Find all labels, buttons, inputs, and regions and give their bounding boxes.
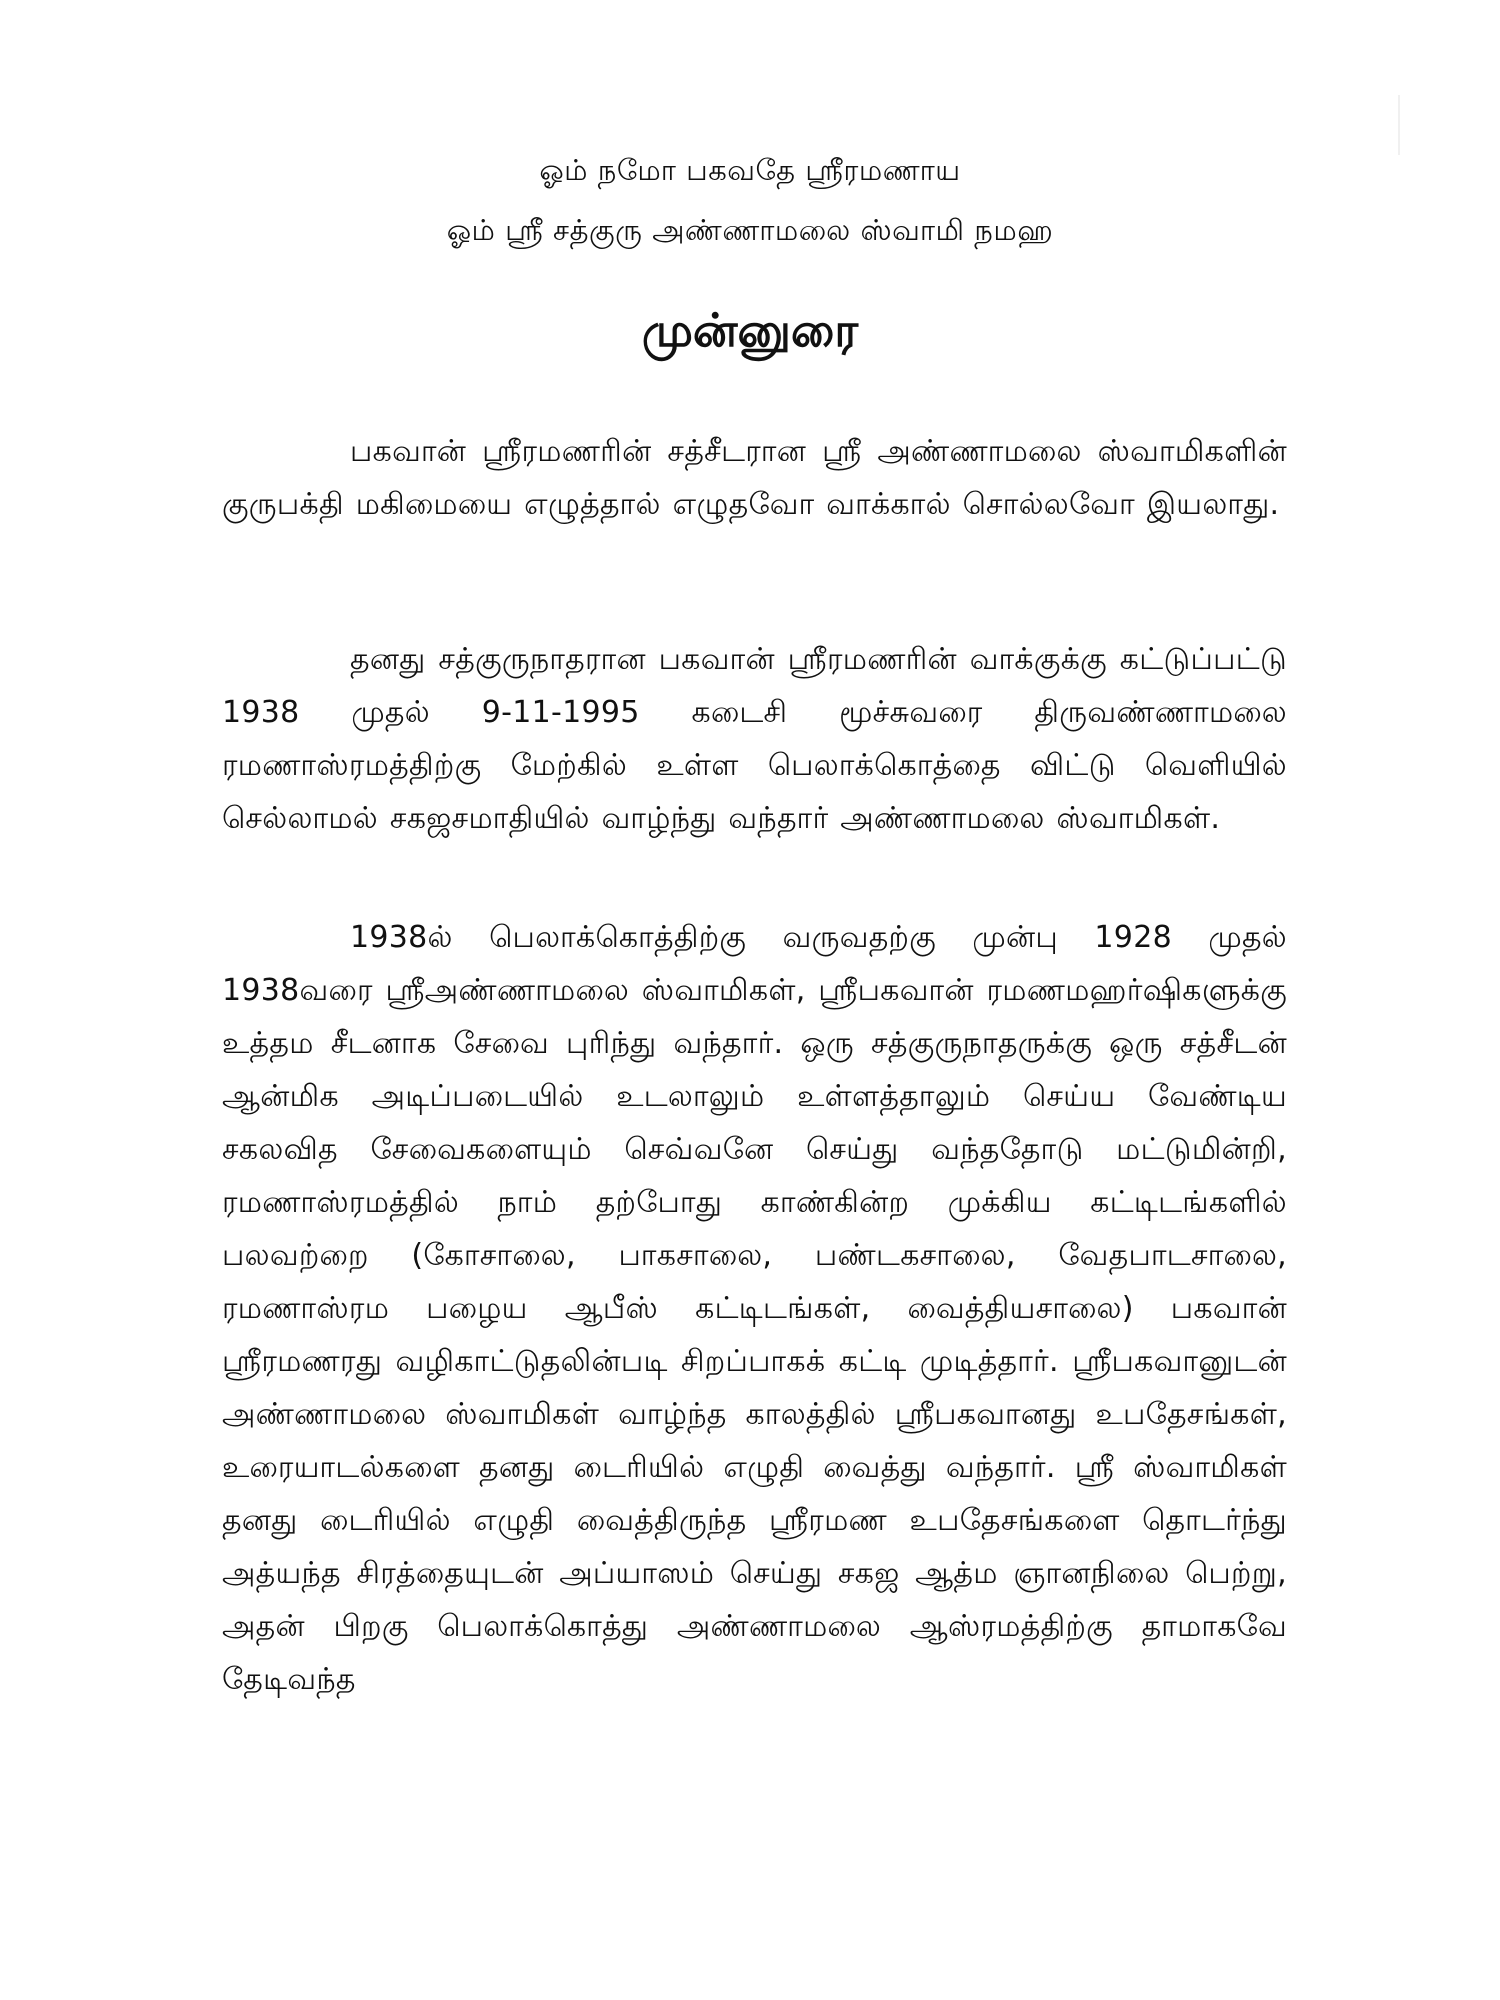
invocation-line-1: ஓம் நமோ பகவதே ஸ்ரீரமணாய [539,153,961,187]
page-title: முன்னுரை [641,303,859,357]
scan-edge-mark [1398,95,1430,155]
paragraph-1: பகவான் ஸ்ரீரமணரின் சத்சீடரான ஸ்ரீ அண்ணாமலை ஸ்வாமிகளின் குருபக்தி மகிமையை எழுத்தால் எழுதவோ வாக்கால் சொல்லவோ இயலாது. [222,434,1287,522]
invocation-line-2: ஓம் ஸ்ரீ சத்குரு அண்ணாமலை ஸ்வாமி நமஹ [446,213,1054,247]
paragraph-3: 1938ல் பெலாக்கொத்திற்கு வருவதற்கு முன்பு 1928 முதல் 1938வரை ஸ்ரீஅண்ணாமலை ஸ்வாமிகள், ஸ்ரீபகவான் ரமணமஹர்ஷிகளுக்கு உத்தம சீடனாக சேவை புரிந்து வந்தார். ஒரு சத்குருநாதருக்கு ஒரு சத்சீடன் ஆன்மிக அடிப்படையில் உடலாலும் உள்ளத்தாலும் செய்ய வேண்டிய சகலவித சேவைகளையும் செவ்வனே செய்து வந்ததோடு மட்டுமின்றி, ரமணாஸ்ரமத்தில் நாம் தற்போது காண்கின்ற முக்கிய கட்டிடங்களில் பலவற்றை (கோசாலை, பாகசாலை, பண்டகசாலை, வேதபாடசாலை, ரமணாஸ்ரம பழைய ஆபீஸ் கட்டிடங்கள், வைத்தியசாலை) பகவான் ஸ்ரீரமணரது வழிகாட்டுதலின்படி சிறப்பாகக் கட்டி முடித்தார். ஸ்ரீபகவானுடன் அண்ணாமலை ஸ்வாமிகள் வாழ்ந்த காலத்தில் ஸ்ரீபகவானது உபதேசங்கள், உரையாடல்களை தனது டைரியில் எழுதி வைத்து வந்தார். ஸ்ரீ ஸ்வாமிகள் தனது டைரியில் எழுதி வைத்திருந்த ஸ்ரீரமண உபதேசங்களை தொடர்ந்து அத்யந்த சிரத்தையுடன் அப்யாஸம் செய்து சகஜ ஆத்ம ஞானநிலை பெற்று, அதன் பிறகு பெலாக்கொத்து அண்ணாமலை ஆஸ்ரமத்திற்கு தாமாகவே தேடிவந்த [222,920,1287,1697]
paragraph-2: தனது சத்குருநாதரான பகவான் ஸ்ரீரமணரின் வாக்குக்கு கட்டுப்பட்டு 1938 முதல் 9-11-1995 கடைசி மூச்சுவரை திருவண்ணாமலை ரமணாஸ்ரமத்திற்கு மேற்கில் உள்ள பெலாக்கொத்தை விட்டு வெளியில் செல்லாமல் சகஜசமாதியில் வாழ்ந்து வந்தார் அண்ணாமலை ஸ்வாமிகள். [222,642,1287,836]
